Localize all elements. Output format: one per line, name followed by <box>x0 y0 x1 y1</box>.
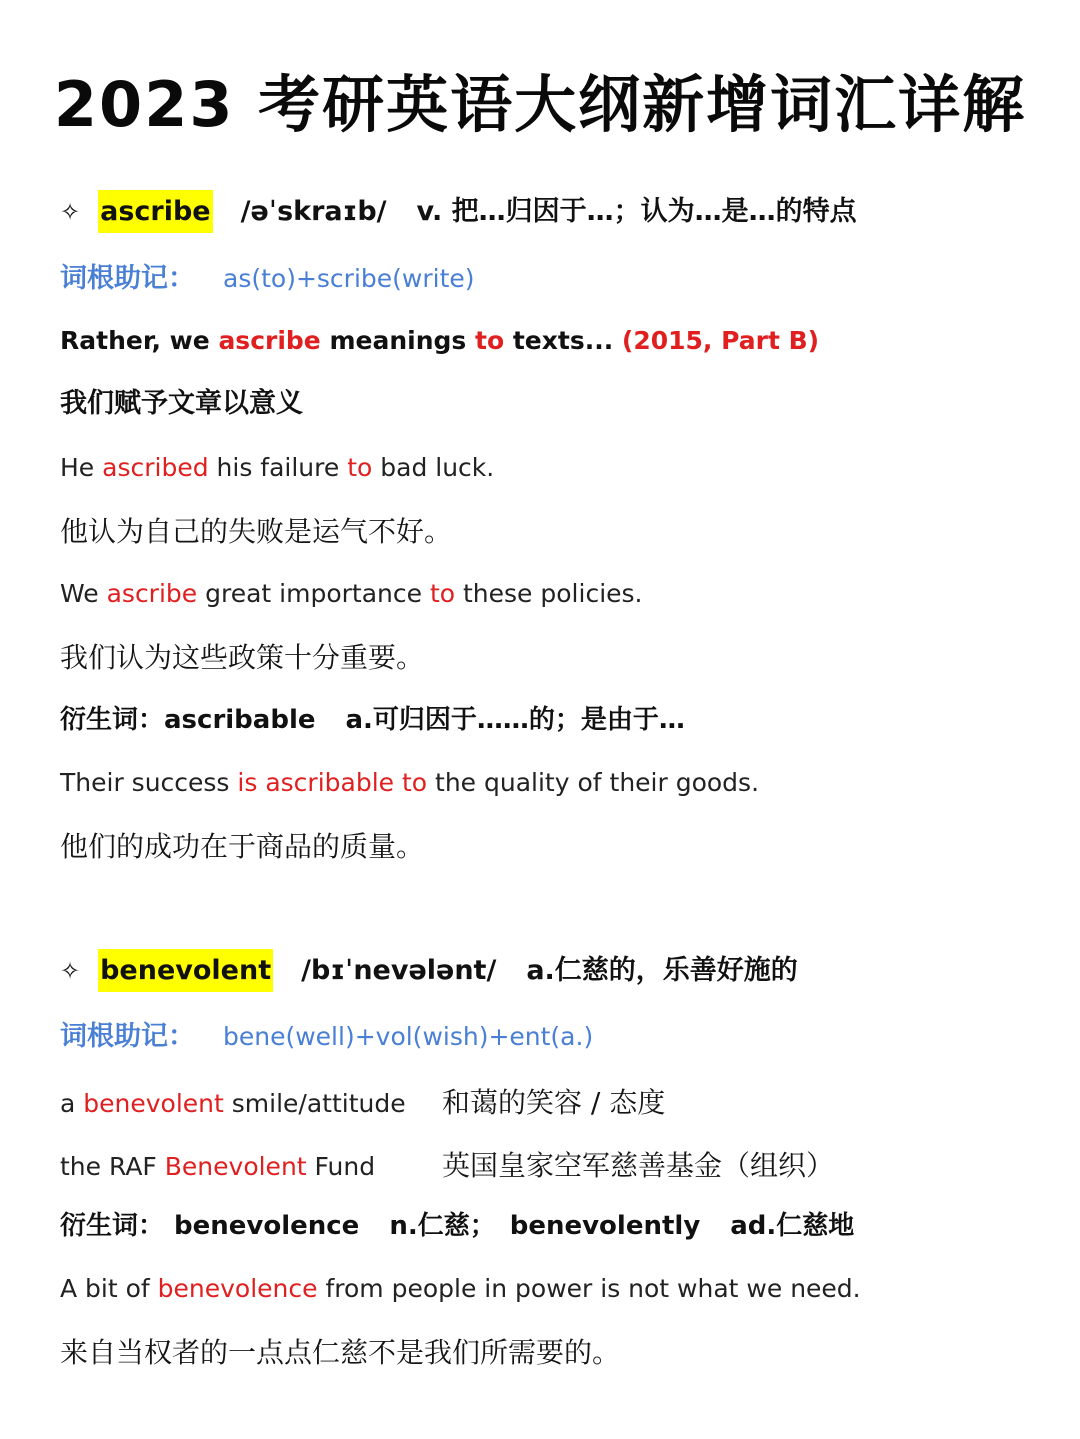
sentence-text: texts... <box>504 326 622 355</box>
sentence-text: great importance <box>197 579 430 608</box>
exam-sentence <box>60 326 819 356</box>
sentence-text: He <box>60 453 103 482</box>
example-translation: 来自当权者的一点点仁慈不是我们所需要的。 <box>60 1336 621 1369</box>
sentence-text: We <box>60 579 107 608</box>
phrase-en <box>60 1152 442 1182</box>
memo-value: bene(well)+vol(wish)+ent(a.) <box>223 1022 594 1051</box>
memo-value: as(to)+scribe(write) <box>223 264 475 293</box>
keyword: ascribed <box>102 453 209 482</box>
sentence-text: from people in power is not what we need. <box>317 1274 861 1303</box>
sentence-text: bad luck. <box>372 453 495 482</box>
keyword: is ascribable to <box>237 768 428 797</box>
keyword: benevolence <box>157 1274 318 1303</box>
definition: v. 把…归因于…；认为…是…的特点 <box>416 196 857 227</box>
sentence-text: the quality of their goods. <box>427 768 760 797</box>
sparkle-icon: ✧ <box>60 198 81 226</box>
derivative-word: ascribable <box>164 705 316 735</box>
memo-label: 词根助记： <box>60 1021 195 1052</box>
keyword: to <box>347 453 373 482</box>
phrase-line <box>60 1086 665 1120</box>
memo-line <box>60 263 475 295</box>
phrase-text: smile/attitude <box>223 1089 406 1118</box>
definition: a.仁慈的，乐善好施的 <box>526 955 798 986</box>
example-sentence <box>60 768 759 798</box>
example-translation: 他们的成功在于商品的质量。 <box>60 830 425 863</box>
derivative-label: 衍生词： <box>60 705 165 735</box>
phrase-text: the RAF <box>60 1152 165 1181</box>
phrase-text: Fund <box>306 1152 376 1181</box>
phrase-line <box>60 1149 834 1183</box>
memo-label: 词根助记： <box>60 263 195 294</box>
headword: ascribe <box>98 190 213 233</box>
sentence-text: meanings <box>320 326 475 355</box>
phrase-translation: 和蔼的笑容 / 态度 <box>442 1086 666 1119</box>
derivative-definition: ad.仁慈地 <box>730 1211 855 1241</box>
sentence-text: Their success <box>60 768 238 797</box>
example-sentence <box>60 453 494 483</box>
keyword: ascribe <box>106 579 198 608</box>
sentence-text: A bit of <box>60 1274 158 1303</box>
derivative-line <box>60 1211 854 1242</box>
derivative-definition: n.仁慈； <box>389 1211 496 1241</box>
example-sentence <box>60 579 643 609</box>
keyword: to <box>475 326 505 355</box>
sparkle-icon: ✧ <box>60 957 81 985</box>
page-title: 2023 考研英语大纲新增词汇详解 <box>53 68 1027 141</box>
phonetic: /bɪˈnevələnt/ <box>301 955 497 986</box>
phrase-text: a <box>60 1089 84 1118</box>
exam-translation: 我们赋予文章以意义 <box>60 388 303 419</box>
memo-line <box>60 1021 593 1053</box>
example-sentence <box>60 1274 861 1304</box>
derivative-label: 衍生词： <box>60 1211 165 1241</box>
sentence-text: these policies. <box>455 579 643 608</box>
derivative-definition: a.可归因于……的；是由于… <box>345 705 685 735</box>
headword-line-ascribe <box>60 196 857 228</box>
phrase-en <box>60 1089 442 1119</box>
phonetic: /əˈskraɪb/ <box>240 196 387 227</box>
keyword: ascribe <box>218 326 321 355</box>
headword: benevolent <box>98 949 273 992</box>
sentence-text: Rather, we <box>60 326 219 355</box>
keyword: benevolent <box>83 1089 224 1118</box>
example-translation: 他认为自己的失败是运气不好。 <box>60 515 453 548</box>
sentence-text: his failure <box>208 453 348 482</box>
derivative-word: benevolence <box>174 1211 360 1241</box>
derivative-word: benevolently <box>509 1211 701 1241</box>
phrase-translation: 英国皇家空军慈善基金（组织） <box>442 1149 835 1182</box>
keyword: Benevolent <box>164 1152 307 1181</box>
example-translation: 我们认为这些政策十分重要。 <box>60 641 425 674</box>
derivative-line <box>60 705 685 736</box>
headword-line-benevolent <box>60 955 798 987</box>
keyword: to <box>429 579 456 608</box>
exam-source: (2015, Part B) <box>621 326 820 355</box>
